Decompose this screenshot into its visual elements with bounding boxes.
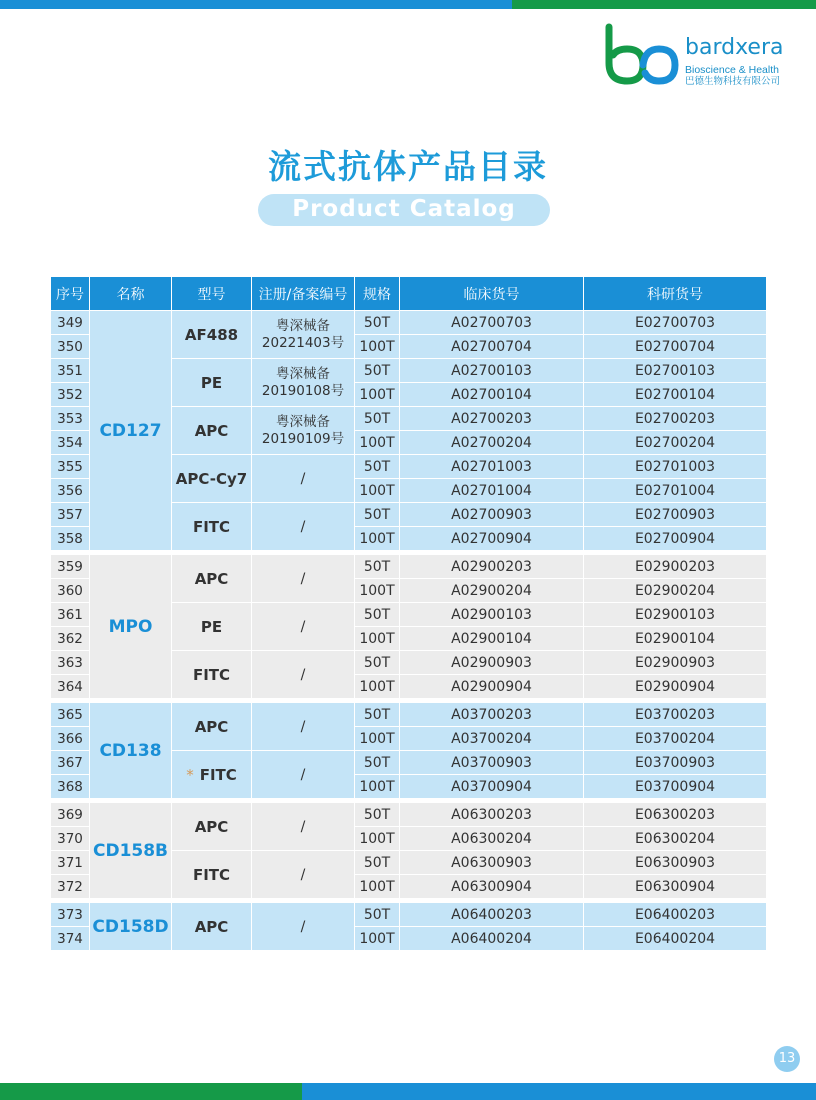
product-model: [172, 803, 252, 851]
bardxera-logo-icon: [603, 23, 683, 87]
spec: 100T: [355, 579, 400, 603]
clinical-code: A03700903: [400, 751, 584, 775]
research-code: E03700904: [584, 775, 767, 799]
brand-tagline: Bioscience & Health: [685, 64, 779, 76]
registration-number: /: [252, 455, 355, 503]
row-index: 353: [51, 407, 90, 431]
registration-number: 粤深械备20190108号: [252, 359, 355, 407]
registration-number: /: [252, 803, 355, 851]
research-code: E03700903: [584, 751, 767, 775]
product-group: [51, 903, 767, 951]
row-index: 354: [51, 431, 90, 455]
row-index: 362: [51, 627, 90, 651]
research-code: E02700703: [584, 311, 767, 335]
column-header: 科研货号: [584, 277, 767, 311]
row-index: 369: [51, 803, 90, 827]
research-code: E02900204: [584, 579, 767, 603]
research-code: E03700204: [584, 727, 767, 751]
model-label: APC: [194, 569, 229, 588]
product-model: [172, 751, 252, 799]
clinical-code: A06300204: [400, 827, 584, 851]
row-index: 360: [51, 579, 90, 603]
clinical-code: A02701004: [400, 479, 584, 503]
product-model: [172, 703, 252, 751]
page-number: 13: [774, 1046, 800, 1072]
model-label: APC: [194, 817, 229, 836]
row-index: 356: [51, 479, 90, 503]
spec: 100T: [355, 775, 400, 799]
top-accent-bar-blue: [0, 0, 512, 9]
research-code: E02700903: [584, 503, 767, 527]
spec: 50T: [355, 359, 400, 383]
product-model: [172, 503, 252, 551]
brand-company-cn: 巴德生物科技有限公司: [685, 76, 781, 87]
row-index: 374: [51, 927, 90, 951]
product-name: CD127: [90, 311, 172, 551]
row-index: 368: [51, 775, 90, 799]
row-index: 349: [51, 311, 90, 335]
product-name: MPO: [90, 555, 172, 699]
product-model: [172, 455, 252, 503]
model-label: FITC: [192, 517, 231, 536]
product-group: [51, 311, 767, 551]
row-index: 365: [51, 703, 90, 727]
clinical-code: A02700904: [400, 527, 584, 551]
model-label: PE: [200, 617, 223, 636]
model-label: AF488: [184, 325, 239, 344]
clinical-code: A02700203: [400, 407, 584, 431]
spec: 100T: [355, 431, 400, 455]
product-model: [172, 407, 252, 455]
row-index: 351: [51, 359, 90, 383]
clinical-code: A03700904: [400, 775, 584, 799]
spec: 50T: [355, 903, 400, 927]
product-model: [172, 851, 252, 899]
registration-number: /: [252, 603, 355, 651]
page-title-en: Product Catalog: [292, 196, 516, 222]
research-code: E02900904: [584, 675, 767, 699]
product-group: [51, 703, 767, 799]
research-code: E03700203: [584, 703, 767, 727]
clinical-code: A02700204: [400, 431, 584, 455]
row-index: 355: [51, 455, 90, 479]
row-index: 358: [51, 527, 90, 551]
row-index: 370: [51, 827, 90, 851]
clinical-code: A02700704: [400, 335, 584, 359]
table-row: [51, 703, 767, 727]
registration-number: 粤深械备20221403号: [252, 311, 355, 359]
research-code: E02900203: [584, 555, 767, 579]
clinical-code: A02900904: [400, 675, 584, 699]
column-header: 型号: [172, 277, 252, 311]
research-code: E02700704: [584, 335, 767, 359]
clinical-code: A02701003: [400, 455, 584, 479]
model-label: PE: [200, 373, 223, 392]
row-index: 352: [51, 383, 90, 407]
page-title-cn: 流式抗体产品目录: [268, 147, 548, 186]
product-model: [172, 603, 252, 651]
research-code: E06300203: [584, 803, 767, 827]
registration-number: /: [252, 703, 355, 751]
research-code: E06400203: [584, 903, 767, 927]
clinical-code: A06400203: [400, 903, 584, 927]
table-row: [51, 311, 767, 335]
column-header: 名称: [90, 277, 172, 311]
research-code: E02700204: [584, 431, 767, 455]
product-name: CD158B: [90, 803, 172, 899]
research-code: E02701003: [584, 455, 767, 479]
product-model: [172, 555, 252, 603]
spec: 50T: [355, 311, 400, 335]
clinical-code: A02700703: [400, 311, 584, 335]
spec: 50T: [355, 703, 400, 727]
spec: 50T: [355, 803, 400, 827]
spec: 50T: [355, 555, 400, 579]
row-index: 364: [51, 675, 90, 699]
spec: 100T: [355, 875, 400, 899]
clinical-code: A02900203: [400, 555, 584, 579]
bottom-accent-bar-blue: [302, 1083, 816, 1100]
registration-number: /: [252, 903, 355, 951]
row-index: 363: [51, 651, 90, 675]
table-header-row: [51, 277, 767, 311]
spec: 100T: [355, 827, 400, 851]
registration-number: 粤深械备20190109号: [252, 407, 355, 455]
research-code: E02701004: [584, 479, 767, 503]
registration-number: /: [252, 503, 355, 551]
row-index: 366: [51, 727, 90, 751]
spec: 50T: [355, 503, 400, 527]
research-code: E02900103: [584, 603, 767, 627]
table-row: [51, 803, 767, 827]
clinical-code: A03700204: [400, 727, 584, 751]
spec: 50T: [355, 651, 400, 675]
model-label: APC: [194, 717, 229, 736]
bottom-accent-bar-green: [0, 1083, 302, 1100]
research-code: E06300904: [584, 875, 767, 899]
research-code: E06300204: [584, 827, 767, 851]
clinical-code: A06300203: [400, 803, 584, 827]
spec: 100T: [355, 927, 400, 951]
row-index: 359: [51, 555, 90, 579]
research-code: E02700104: [584, 383, 767, 407]
spec: 50T: [355, 751, 400, 775]
brand-logo: [603, 23, 793, 89]
model-label: APC: [194, 421, 229, 440]
row-index: 373: [51, 903, 90, 927]
product-name: CD158D: [90, 903, 172, 951]
clinical-code: A06300903: [400, 851, 584, 875]
clinical-code: A02700104: [400, 383, 584, 407]
product-model: [172, 903, 252, 951]
row-index: 361: [51, 603, 90, 627]
model-label: FITC: [199, 765, 237, 784]
spec: 50T: [355, 603, 400, 627]
column-header: 序号: [51, 277, 90, 311]
brand-name: bardxera: [685, 35, 784, 60]
row-index: 371: [51, 851, 90, 875]
table-row: [51, 555, 767, 579]
clinical-code: A02700103: [400, 359, 584, 383]
clinical-code: A02900104: [400, 627, 584, 651]
product-model: [172, 311, 252, 359]
registration-number: /: [252, 555, 355, 603]
registration-number: /: [252, 751, 355, 799]
spec: 100T: [355, 727, 400, 751]
table-row: [51, 903, 767, 927]
row-index: 357: [51, 503, 90, 527]
clinical-code: A06300904: [400, 875, 584, 899]
research-code: E02700904: [584, 527, 767, 551]
column-header: 注册/备案编号: [252, 277, 355, 311]
spec: 100T: [355, 527, 400, 551]
product-group: [51, 803, 767, 899]
research-code: E06300903: [584, 851, 767, 875]
model-label: FITC: [192, 665, 231, 684]
product-model: [172, 651, 252, 699]
research-code: E02700203: [584, 407, 767, 431]
research-code: E02900903: [584, 651, 767, 675]
row-index: 350: [51, 335, 90, 359]
clinical-code: A02700903: [400, 503, 584, 527]
registration-number: /: [252, 651, 355, 699]
clinical-code: A03700203: [400, 703, 584, 727]
product-catalog-table: [50, 276, 766, 951]
spec: 100T: [355, 383, 400, 407]
spec: 50T: [355, 851, 400, 875]
column-header: 规格: [355, 277, 400, 311]
research-code: E06400204: [584, 927, 767, 951]
model-label: APC-Cy7: [175, 469, 248, 488]
spec: 100T: [355, 675, 400, 699]
model-label: FITC: [192, 865, 231, 884]
row-index: 367: [51, 751, 90, 775]
product-group: [51, 555, 767, 699]
clinical-code: A02900204: [400, 579, 584, 603]
clinical-code: A02900903: [400, 651, 584, 675]
model-label: APC: [194, 917, 229, 936]
spec: 100T: [355, 335, 400, 359]
row-index: 372: [51, 875, 90, 899]
top-accent-bar-green: [512, 0, 816, 9]
spec: 50T: [355, 407, 400, 431]
star-icon: *: [186, 765, 194, 784]
spec: 100T: [355, 479, 400, 503]
spec: 100T: [355, 627, 400, 651]
product-name: CD138: [90, 703, 172, 799]
research-code: E02700103: [584, 359, 767, 383]
column-header: 临床货号: [400, 277, 584, 311]
spec: 50T: [355, 455, 400, 479]
registration-number: /: [252, 851, 355, 899]
product-model: [172, 359, 252, 407]
research-code: E02900104: [584, 627, 767, 651]
clinical-code: A06400204: [400, 927, 584, 951]
clinical-code: A02900103: [400, 603, 584, 627]
